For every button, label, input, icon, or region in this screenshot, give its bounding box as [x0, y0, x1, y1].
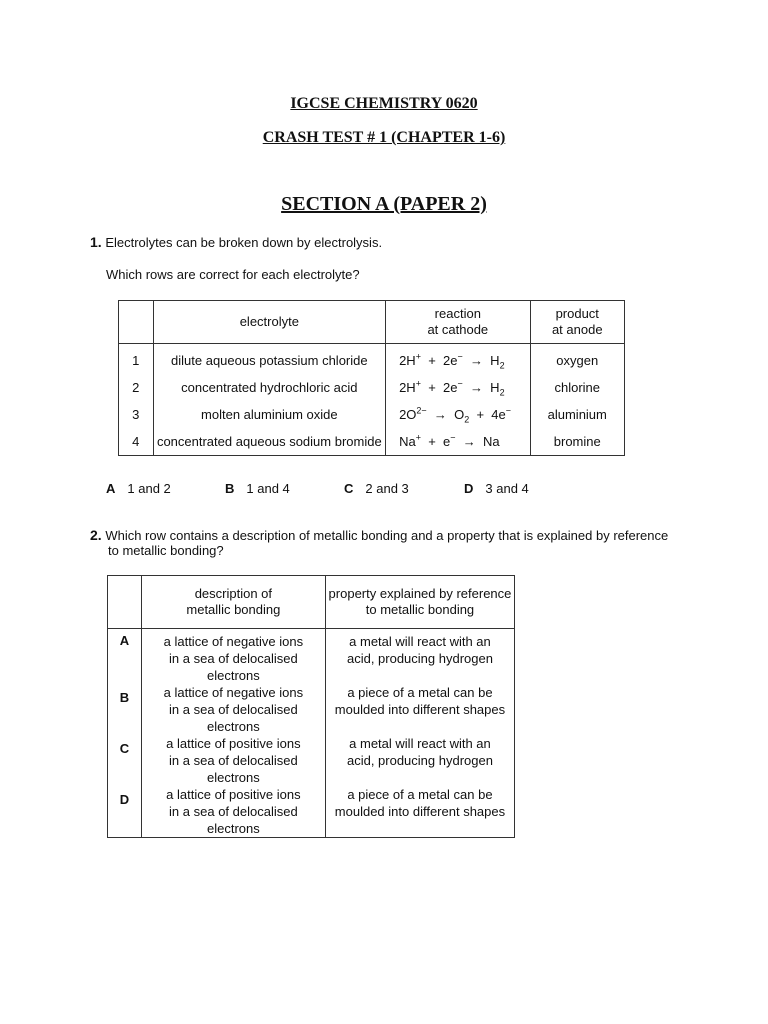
section-heading: SECTION A (PAPER 2): [281, 193, 487, 215]
table-header-row: [108, 576, 515, 629]
equation: Na+ + e− → Na: [386, 428, 530, 456]
question-text: Which row contains a description of metallic bonding and a property that is explained by reference: [105, 528, 669, 543]
electrolyte-table: [118, 300, 625, 456]
header-description: description of metallic bonding: [141, 576, 325, 629]
row-letter[interactable]: D: [108, 786, 142, 838]
row-letter[interactable]: C: [108, 735, 142, 786]
table-row: B a lattice of negative ions in a sea of delocalised electrons a piece of a metal can be moulded into different shapes: [108, 684, 515, 735]
table-row: 3 molten aluminium oxide $2O^{2-} \to O_2 + 4e^-$ aluminium: [119, 401, 625, 428]
row-letter[interactable]: A: [108, 629, 142, 685]
option-c[interactable]: C 2 and 3: [344, 481, 409, 496]
table-row: D a lattice of positive ions in a sea of delocalised electrons a piece of a metal can be moulded into different shapes: [108, 786, 515, 838]
document-title: IGCSE CHEMISTRY 0620: [290, 95, 478, 112]
question-text-continued: to metallic bonding?: [108, 543, 224, 558]
equation: $2H^+ + 2e^- \to H_2$: [386, 344, 530, 375]
question-prompt: Which rows are correct for each electrolyte?: [106, 267, 360, 282]
header-electrolyte: electrolyte: [153, 301, 386, 344]
table-row: C a lattice of positive ions in a sea of delocalised electrons a metal will react with an acid, producing hydrogen: [108, 735, 515, 786]
option-b[interactable]: B 1 and 4: [225, 481, 290, 496]
row-letter[interactable]: B: [108, 684, 142, 735]
equation: $2O^{2-} \to O_2 + 4e^-$: [386, 401, 530, 428]
header-product: product at anode: [530, 301, 624, 344]
table-row: 2 concentrated hydrochloric acid $2H^+ + 2e^- \to H_2$ chlorine: [119, 374, 625, 401]
table-row: 1 dilute aqueous potassium chloride $2H^+ + 2e^- \to H_2$ oxygen: [119, 344, 625, 375]
question-number: 2.: [90, 527, 102, 543]
question-number: 1.: [90, 234, 102, 250]
test-title: CRASH TEST # 1 (CHAPTER 1-6): [262, 129, 506, 146]
table-row: A a lattice of negative ions in a sea of delocalised electrons a metal will react with an acid, producing hydrogen: [108, 629, 515, 685]
question-1: [90, 234, 382, 250]
option-d[interactable]: D 3 and 4: [464, 481, 529, 496]
header-reaction: reaction at cathode: [386, 301, 530, 344]
header-property: property explained by reference to metallic bonding: [325, 576, 514, 629]
equation: $2H^+ + 2e^- \to H_2$: [386, 374, 530, 401]
metallic-bonding-table: [107, 575, 515, 838]
question-2: [90, 527, 668, 543]
question-text: Electrolytes can be broken down by electrolysis.: [105, 235, 383, 250]
option-a[interactable]: A 1 and 2: [106, 481, 171, 496]
table-row: 4 concentrated aqueous sodium bromide Na+ + e− → Na bromine: [119, 428, 625, 456]
table-header-row: [119, 301, 625, 344]
